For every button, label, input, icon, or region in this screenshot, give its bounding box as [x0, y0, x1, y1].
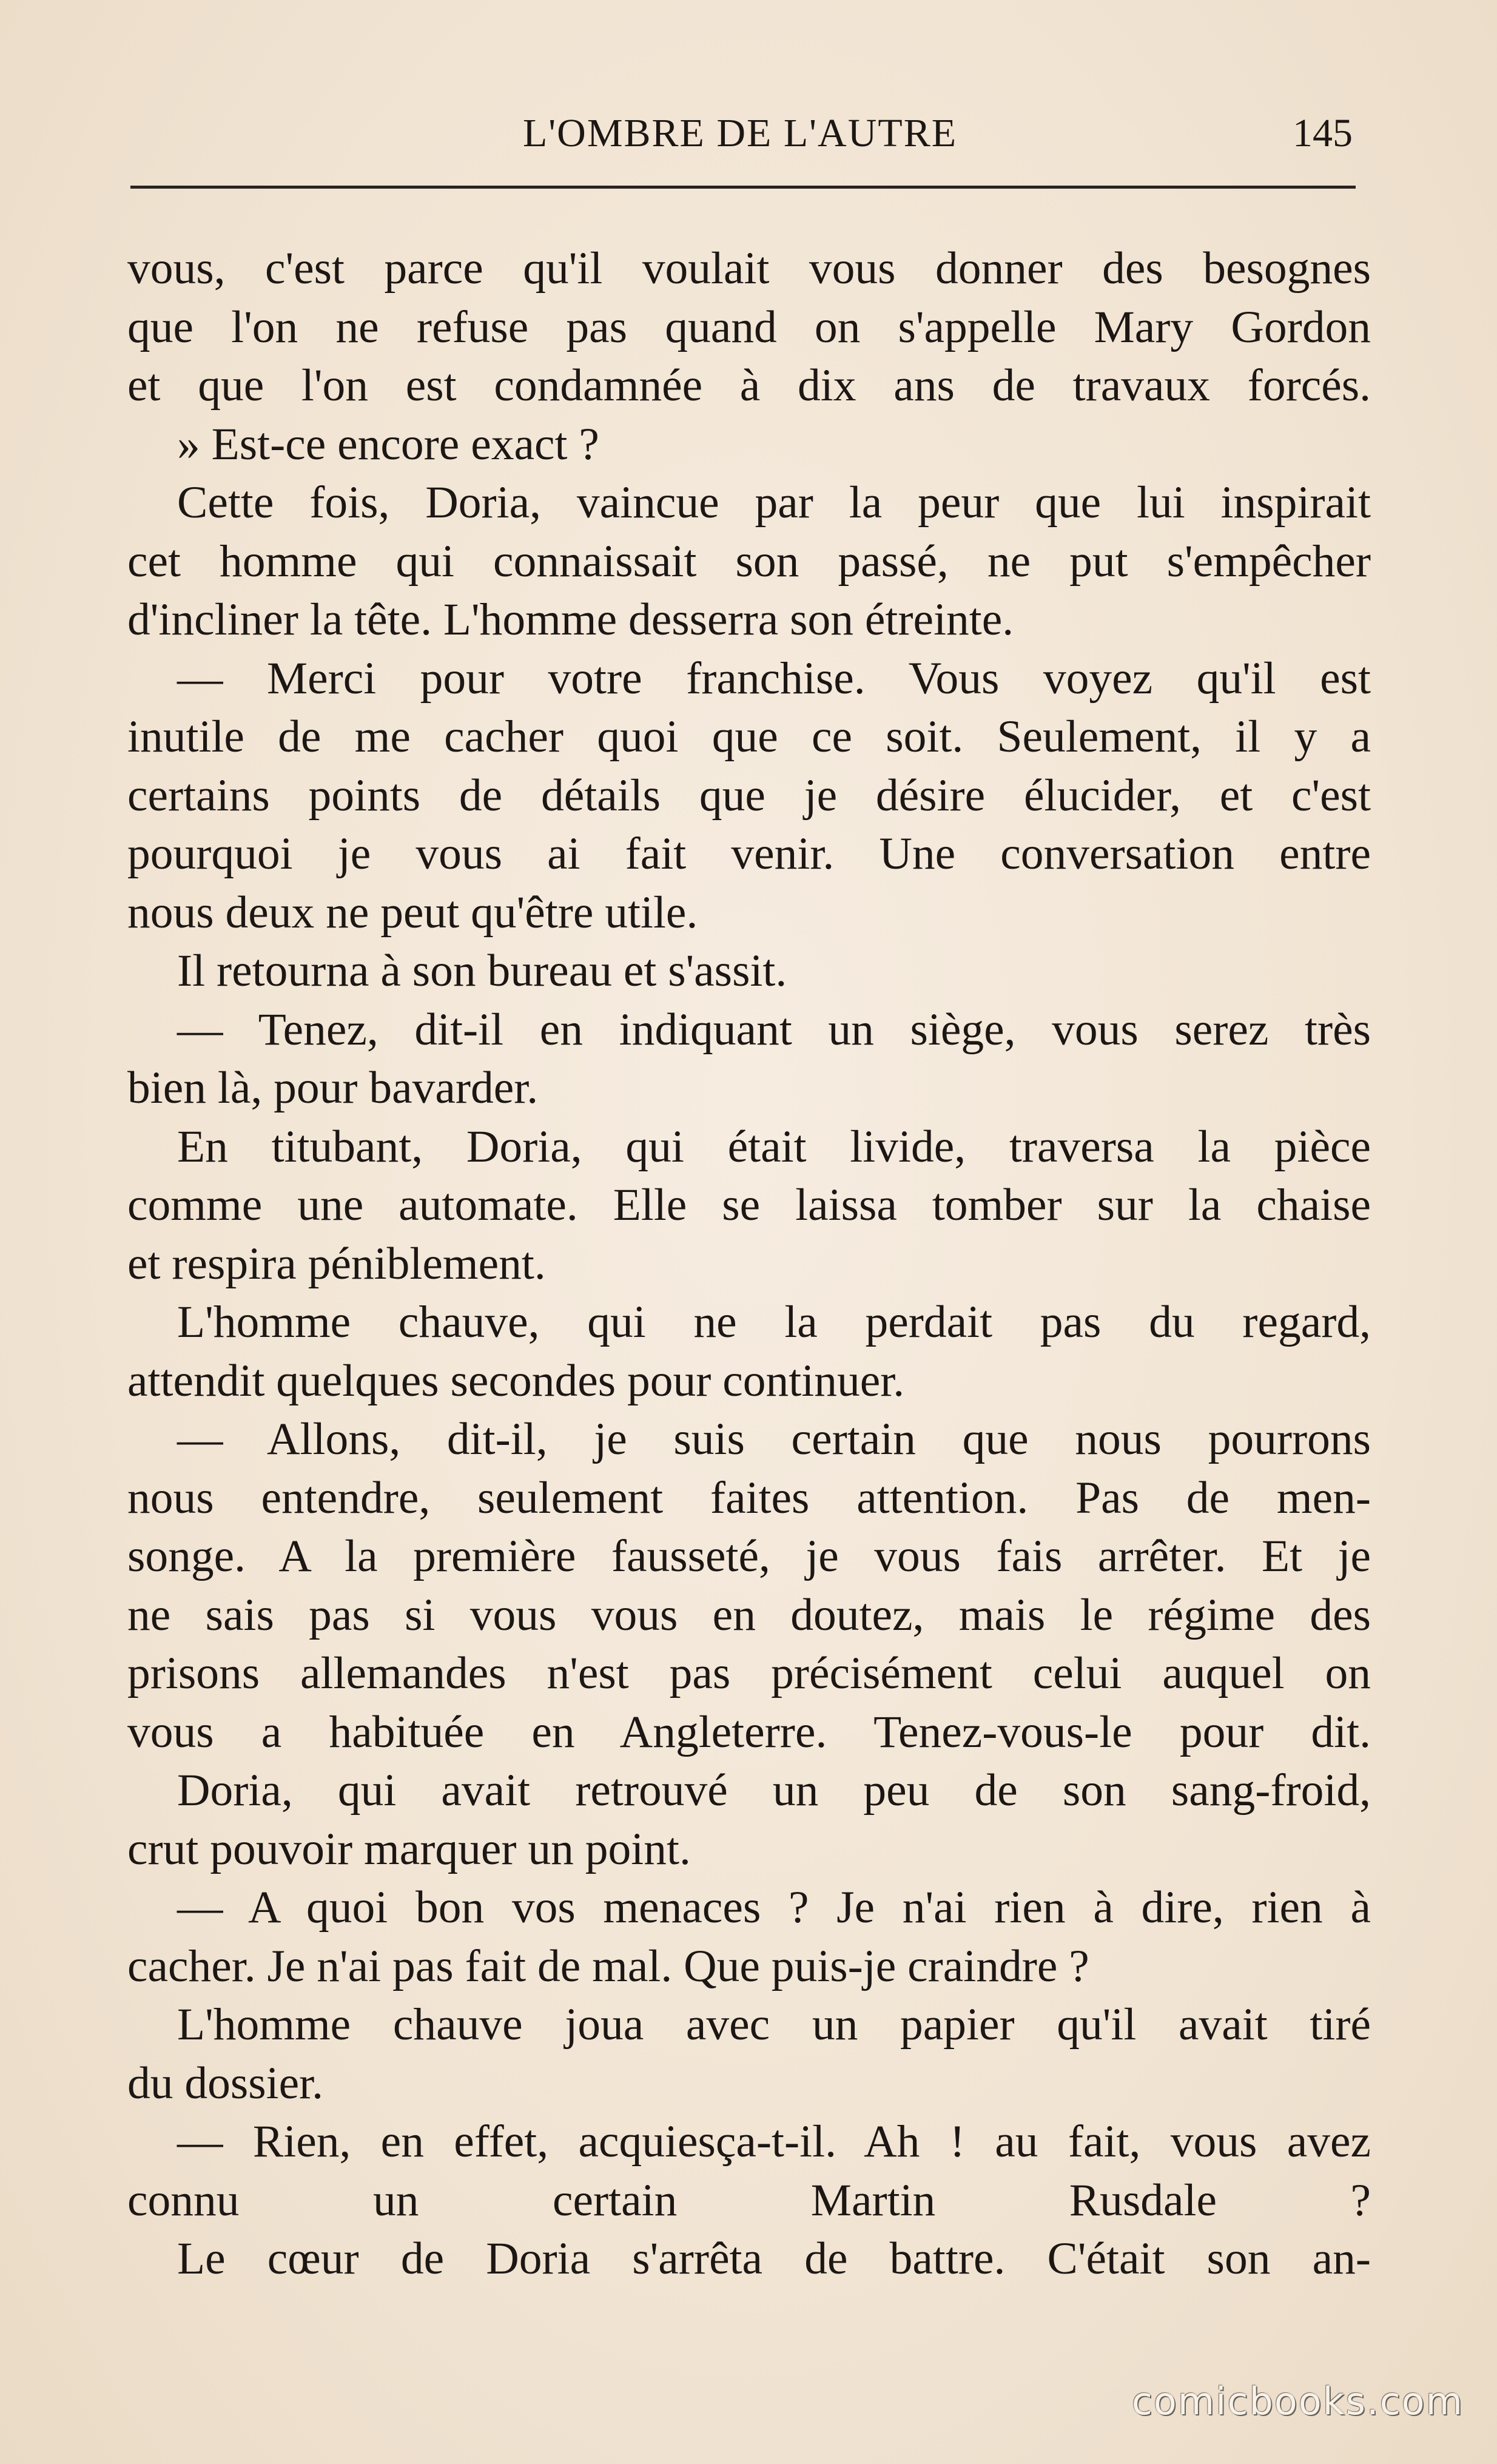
text-line: ne sais pas si vous vous en doutez, mais le régime des — [127, 1589, 1371, 1640]
text-line: du dossier. — [127, 2058, 323, 2109]
text-line: crut pouvoir marquer un point. — [127, 1823, 691, 1874]
text-line: — Tenez, dit-il en indiquant un siège, vous serez très — [177, 1004, 1371, 1055]
text-line: bien là, pour bavarder. — [127, 1063, 539, 1113]
text-line: En titubant, Doria, qui était livide, traversa la pièce — [177, 1121, 1371, 1172]
text-line: Cette fois, Doria, vaincue par la peur que lui inspirait — [177, 477, 1371, 528]
text-line: et respira péniblement. — [127, 1238, 546, 1289]
running-title: L'OMBRE DE L'AUTRE — [522, 111, 958, 155]
watermark-logo: comicbooks.com — [1131, 2379, 1464, 2423]
text-line: Il retourna à son bureau et s'assit. — [177, 946, 787, 996]
body-text — [127, 240, 1371, 2289]
text-line: cet homme qui connaissait son passé, ne put s'empêcher — [127, 536, 1371, 587]
page-number: 145 — [1293, 111, 1353, 155]
text-line: L'homme chauve, qui ne la perdait pas du regard, — [177, 1297, 1371, 1347]
text-line: Doria, qui avait retrouvé un peu de son sang-froid, — [177, 1765, 1371, 1816]
text-line: cacher. Je n'ai pas fait de mal. Que puis-je craindre ? — [127, 1941, 1089, 1991]
text-line: — Rien, en effet, acquiesça-t-il. Ah ! au fait, vous avez — [177, 2116, 1371, 2167]
text-line: vous a habituée en Angleterre. Tenez-vous-le pour dit. — [127, 1706, 1371, 1757]
text-line: que l'on ne refuse pas quand on s'appelle Mary Gordon — [127, 301, 1371, 352]
text-line: vous, c'est parce qu'il voulait vous donner des besognes — [127, 243, 1371, 294]
text-line: comme une automate. Elle se laissa tomber sur la chaise — [127, 1180, 1371, 1230]
text-line: connu un certain Martin Rusdale ? — [127, 2175, 1371, 2226]
text-line: pourquoi je vous ai fait venir. Une conversation entre — [127, 829, 1371, 879]
text-line: certains points de détails que je désire élucider, et c'est — [127, 770, 1371, 821]
text-line: — A quoi bon vos menaces ? Je n'ai rien à dire, rien à — [177, 1882, 1371, 1933]
text-line: — Merci pour votre franchise. Vous voyez qu'il est — [177, 653, 1371, 704]
text-line: — Allons, dit-il, je suis certain que nous pourrons — [177, 1414, 1371, 1464]
text-line: L'homme chauve joua avec un papier qu'il avait tiré — [177, 1999, 1371, 2050]
page-header — [127, 103, 1353, 176]
text-line: inutile de me cacher quoi que ce soit. Seulement, il y a — [127, 712, 1371, 762]
text-line: » Est-ce encore exact ? — [177, 419, 599, 470]
text-line: prisons allemandes n'est pas précisément celui auquel on — [127, 1648, 1371, 1698]
header-rule — [130, 186, 1356, 189]
text-line: nous deux ne peut qu'être utile. — [127, 887, 698, 938]
text-line: songe. A la première fausseté, je vous fais arrêter. Et je — [127, 1531, 1371, 1581]
text-line: d'incliner la tête. L'homme desserra son étreinte. — [127, 594, 1014, 645]
text-line: attendit quelques secondes pour continuer. — [127, 1355, 905, 1406]
text-line: Le cœur de Doria s'arrêta de battre. C'était son an- — [177, 2233, 1371, 2284]
text-line: et que l'on est condamnée à dix ans de travaux forcés. — [127, 360, 1371, 411]
text-line: nous entendre, seulement faites attention. Pas de men- — [127, 1472, 1371, 1523]
